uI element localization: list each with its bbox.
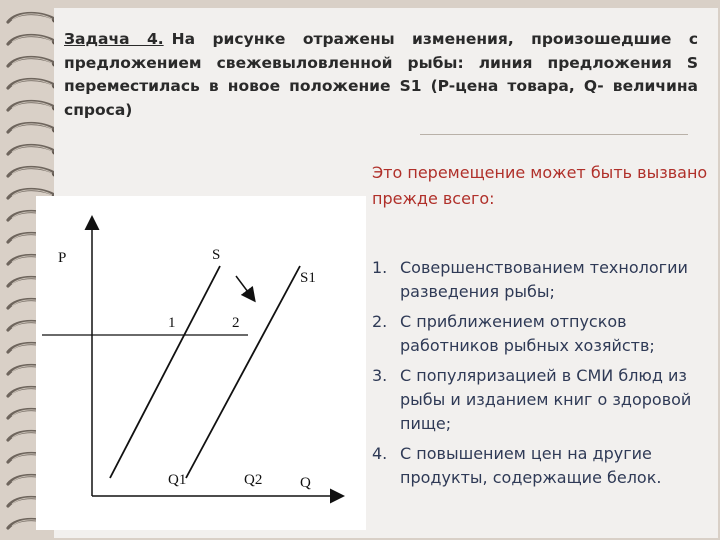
line-s-label: S — [212, 247, 221, 263]
task-label: Задача 4. — [64, 30, 164, 48]
y-axis-label: P — [58, 250, 67, 266]
answer-item — [372, 364, 718, 436]
point-2-label: 2 — [232, 315, 240, 331]
q1-label: Q1 — [168, 472, 187, 488]
answer-number: 4. — [372, 444, 388, 463]
answer-list — [372, 256, 718, 496]
x-axis-label: Q — [300, 475, 311, 491]
answer-text: С приближением отпусков работников рыбных хозяйств; — [400, 312, 655, 355]
line-s1-label: S1 — [300, 270, 316, 286]
answer-item — [372, 256, 718, 304]
answer-text: Совершенствованием технологии разведения рыбы; — [400, 258, 688, 301]
point-1-label: 1 — [168, 315, 176, 331]
q2-label: Q2 — [244, 472, 263, 488]
supply-diagram-svg — [36, 196, 366, 530]
answer-number: 2. — [372, 312, 388, 331]
task-title — [64, 28, 698, 122]
supply-diagram — [36, 196, 366, 530]
answer-number: 3. — [372, 366, 388, 385]
answer-text: С популяризацией в СМИ блюд из рыбы и изданием книг о здоровой пище; — [400, 366, 692, 433]
task-text: На рисунке отражены изменения, произошедшие с предложением свежевыловленной рыбы: линия предложения S переместилась в новое положение S1 (P-цена товара, Q- величина спроса) — [64, 30, 699, 119]
title-divider — [420, 134, 688, 135]
answer-text: С повышением цен на другие продукты, содержащие белок. — [400, 444, 662, 487]
shift-arrow — [236, 276, 254, 300]
answer-number: 1. — [372, 258, 388, 277]
answer-item — [372, 442, 718, 490]
answer-item — [372, 310, 718, 358]
question-text: Это перемещение может быть вызвано прежде всего: — [372, 163, 708, 208]
